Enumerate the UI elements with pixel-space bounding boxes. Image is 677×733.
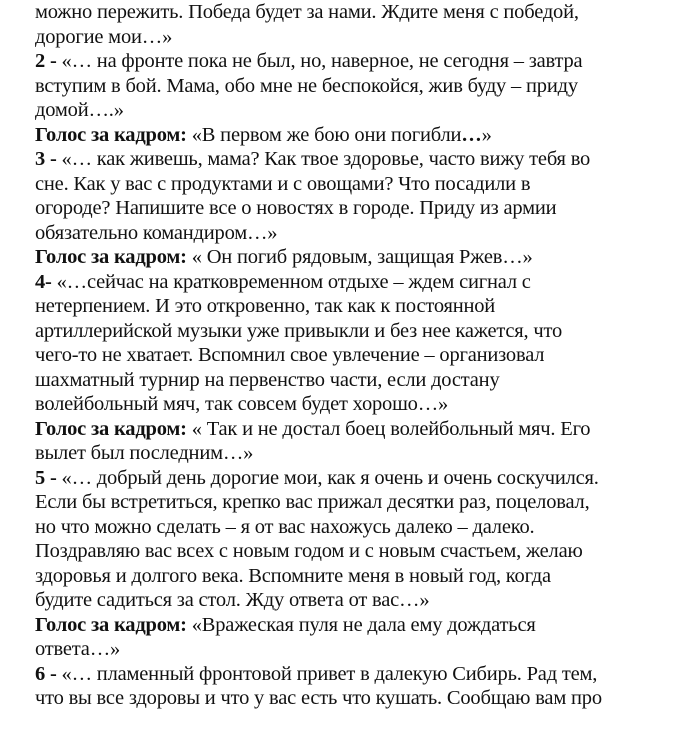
text-line: [35, 319, 675, 344]
text-line: [35, 221, 675, 246]
text-line: [35, 564, 675, 589]
text-line: [35, 245, 675, 270]
bold-label: 2 -: [35, 50, 62, 72]
text-line: [35, 637, 675, 662]
text-line: [35, 98, 675, 123]
text-run: сне. Как у вас с продуктами и с овощами? Что посадили в: [35, 172, 531, 195]
text-run: Поздравляю вас всех с новым годом и с новым счастьем, желаю: [35, 540, 583, 562]
text-run: можно пережить. Победа будет за нами. Ждите меня с победой,: [35, 1, 579, 23]
text-run: «… как живешь, мама? Как твое здоровье, часто вижу тебя во: [61, 148, 591, 170]
text-line: [35, 196, 675, 221]
text-line: [35, 686, 675, 711]
text-line: [35, 515, 675, 540]
text-run: « Так и не достал боец волейбольный мяч. Его: [191, 417, 591, 440]
text-run: вступим в бой. Мама, обо мне не беспокойся, жив буду – приду: [35, 74, 578, 97]
document-page: [35, 0, 675, 711]
bold-label: 4-: [35, 270, 57, 293]
text-line: [35, 613, 675, 638]
text-run: артиллерийской музыки уже привыкли и без нее кажется, что: [35, 319, 562, 342]
text-line: [35, 25, 675, 50]
text-line: [35, 0, 675, 25]
text-run: Если бы встретиться, крепко вас прижал десятки раз, поцеловал,: [35, 491, 590, 513]
text-line: [35, 490, 675, 515]
text-line: [35, 466, 675, 491]
text-line: [35, 123, 675, 148]
text-line: [35, 417, 675, 442]
text-run: но что можно сделать – я от вас нахожусь далеко – далеко.: [35, 515, 535, 538]
text-run: волейбольный мяч, так совсем будет хорошо…»: [35, 393, 449, 415]
text-run: «В первом же бою они погибли: [191, 123, 462, 146]
text-run: нетерпением. И это откровенно, так как к постоянной: [35, 295, 496, 317]
bold-label: Голос за кадром:: [35, 613, 192, 636]
text-line: [35, 662, 675, 687]
text-run: « Он погиб рядовым, защищая Ржев…»: [191, 246, 533, 268]
bold-label: 5 -: [35, 466, 62, 489]
text-run: домой….»: [35, 99, 124, 121]
text-line: [35, 147, 675, 172]
text-run: дорогие мои…»: [35, 25, 173, 48]
bold-label: 6 -: [35, 662, 62, 685]
text-line: [35, 49, 675, 74]
text-run: вылет был последним…»: [35, 442, 254, 464]
text-line: [35, 588, 675, 613]
text-run: здоровья и долгого века. Вспомните меня в новый год, когда: [35, 564, 551, 587]
text-line: [35, 539, 675, 564]
text-line: [35, 74, 675, 99]
bold-label: …: [461, 123, 482, 146]
bold-label: Голос за кадром:: [35, 123, 192, 146]
text-line: [35, 343, 675, 368]
text-line: [35, 172, 675, 197]
text-line: [35, 441, 675, 466]
text-line: [35, 294, 675, 319]
text-run: чего-то не хватает. Вспомнил свое увлечение – организовал: [35, 344, 545, 366]
text-line: [35, 270, 675, 295]
text-run: будите садиться за стол. Жду ответа от вас…»: [35, 589, 430, 611]
text-run: »: [481, 123, 492, 146]
text-run: шахматный турнир на первенство части, если достану: [35, 368, 500, 391]
text-line: [35, 368, 675, 393]
text-run: огороде? Напишите все о новостях в городе. Приду из армии: [35, 197, 557, 219]
text-run: ответа…»: [35, 638, 121, 660]
text-line: [35, 392, 675, 417]
text-run: «Вражеская пуля не дала ему дождаться: [191, 613, 536, 636]
text-run: обязательно командиром…»: [35, 221, 278, 244]
bold-label: Голос за кадром:: [35, 417, 192, 440]
bold-label: 3 -: [35, 148, 62, 170]
bold-label: Голос за кадром:: [35, 246, 192, 268]
text-run: «… на фронте пока не был, но, наверное, не сегодня – завтра: [61, 50, 583, 72]
text-run: «…сейчас на кратковременном отдыхе – ждем сигнал с: [56, 270, 531, 293]
text-run: «… добрый день дорогие мои, как я очень и очень соскучился.: [61, 466, 599, 489]
text-run: что вы все здоровы и что у вас есть что кушать. Сообщаю вам про: [35, 687, 602, 709]
text-run: «… пламенный фронтовой привет в далекую Сибирь. Рад тем,: [61, 662, 598, 685]
